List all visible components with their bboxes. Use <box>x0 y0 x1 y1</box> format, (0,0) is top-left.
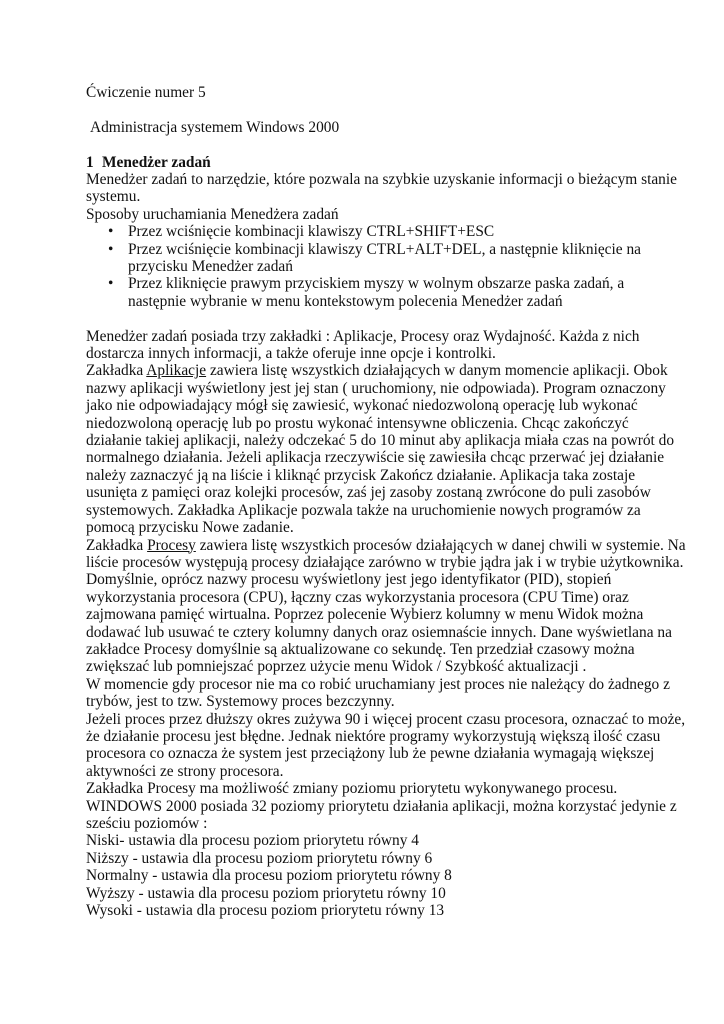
list-item-text: Przez kliknięcie prawym przyciskiem myszy w wolnym obszarze paska zadań, a następnie wybranie w menu kontekstowym polecenia Menedżer zadań <box>128 275 625 310</box>
priority-levels-list <box>86 832 686 919</box>
bullet-icon: • <box>108 240 114 258</box>
launch-methods-list <box>86 223 686 310</box>
section-title: Menedżer zadań <box>102 153 211 171</box>
launch-heading: Sposoby uruchamiania Menedżera zadań <box>86 205 339 223</box>
applications-text: zawiera listę wszystkich działających w danym momencie aplikacji. Obok nazwy aplikacji wyświetlony jest jej stan ( uruchomiony, nie odpowiada). Program oznaczony jako nie odpowiadający mógł się zawiesić, wykonać niedozwoloną operację lub wykonać niedozwoloną operację lub po prostu wykonać intensywne obliczenia. Chcąc zakończyć działanie takiej aplikacji, należy odczekać 5 do 10 minut aby aplikacja miała czas na powrót do normalnego działania. Jeżeli aplikacja rzeczywiście się zawiesiła chcąc przerwać jej działanie należy zaznaczyć ją na liście i kliknąć przycisk Zakończ działanie. Aplikacja taka zostaje usunięta z pamięci oraz kolejki procesów, zaś jej zasoby zostaną zwrócone do puli zasobów systemowych. Zakładka Aplikacje pozwala także na uruchomienie nowych programów za pomocą przycisku Nowe zadanie. <box>86 362 675 537</box>
idle-process-paragraph: W momencie gdy procesor nie ma co robić uruchamiany jest proces nie należący do żadnego z trybów, jest to tzw. Systemowy proces bezczynny. <box>86 675 670 711</box>
list-item-text: Przez wciśnięcie kombinacji klawiszy CTRL+ALT+DEL, a następnie kliknięcie na przycisku Menedżer zadań <box>128 240 641 276</box>
list-item <box>86 223 686 240</box>
processes-paragraph <box>86 537 686 676</box>
paragraph-spacer <box>86 310 686 327</box>
applications-lead: Zakładka <box>86 362 147 380</box>
bullet-icon: • <box>108 275 114 293</box>
processes-tab-name: Procesy <box>147 536 196 554</box>
list-item-text: Przez wciśnięcie kombinacji klawiszy CTRL+SHIFT+ESC <box>128 223 495 241</box>
document-page <box>86 84 686 919</box>
bullet-icon: • <box>108 223 114 241</box>
priority-level-item: Niski- ustawia dla procesu poziom priorytetu równy 4 <box>86 832 419 850</box>
processes-lead: Zakładka <box>86 536 148 554</box>
processes-text: zawiera listę wszystkich procesów działających w danej chwili w systemie. Na liście procesów występują procesy działające zarówno w trybie jądra jak i w trybie użytkownika. Domyślnie, oprócz nazwy procesu wyświetlony jest jego identyfikator (PID), stopień wykorzystania procesora (CPU), łączny czas wykorzystania procesora (CPU Time) oraz zajmowana pamięć wirtualna. Poprzez polecenie Wybierz kolumny w menu Widok można dodawać lub usuwać te cztery kolumny danych oraz osiemnaście innych. Dane wyświetlana na zakładce Procesy domyślnie są aktualizowane co sekundę. Ten przedział czasowy można zwiększać lub pomniejszać poprzez użycie menu Widok / Szybkość aktualizacji . <box>86 536 686 676</box>
applications-paragraph <box>86 362 686 536</box>
priority-level-item: Wyższy - ustawia dla procesu poziom priorytetu równy 10 <box>86 884 446 902</box>
priority-level-item: Wysoki - ustawia dla procesu poziom priorytetu równy 13 <box>86 902 445 920</box>
list-item <box>86 275 686 310</box>
exercise-title: Ćwiczenie numer 5 <box>86 84 206 101</box>
priority-paragraph: Zakładka Procesy ma możliwość zmiany poziomu priorytetu wykonywanego procesu. WINDOWS 2000 posiada 32 poziomy priorytetu działania aplikacji, można korzystać jedynie z sześciu poziomów : <box>86 780 677 833</box>
list-item <box>86 241 686 276</box>
section-heading <box>86 154 686 171</box>
document-title: Administracja systemem Windows 2000 <box>90 118 340 136</box>
tabs-intro-paragraph: Menedżer zadań posiada trzy zakładki : Aplikacje, Procesy oraz Wydajność. Każda z nich dostarcza innych informacji, a także oferuje inne opcje i kontrolki. <box>86 327 640 363</box>
priority-level-item: Normalny - ustawia dla procesu poziom priorytetu równy 8 <box>86 867 452 885</box>
applications-tab-name: Aplikacje <box>146 362 207 380</box>
section-number: 1 <box>86 153 94 171</box>
intro-paragraph: Menedżer zadań to narzędzie, które pozwala na szybkie uzyskanie informacji o bieżącym stanie systemu. <box>86 171 677 206</box>
cpu-usage-paragraph: Jeżeli proces przez dłuższy okres zużywa 90 i więcej procent czasu procesora, oznaczać to może, że działanie procesu jest błędne. Jednak niektóre programy wykorzystują większą ilość czasu procesora co oznacza że system jest przeciążony lub że pewne działania wymagają większej aktywności ze strony procesora. <box>86 710 686 780</box>
priority-level-item: Niższy - ustawia dla procesu poziom priorytetu równy 6 <box>86 849 433 867</box>
